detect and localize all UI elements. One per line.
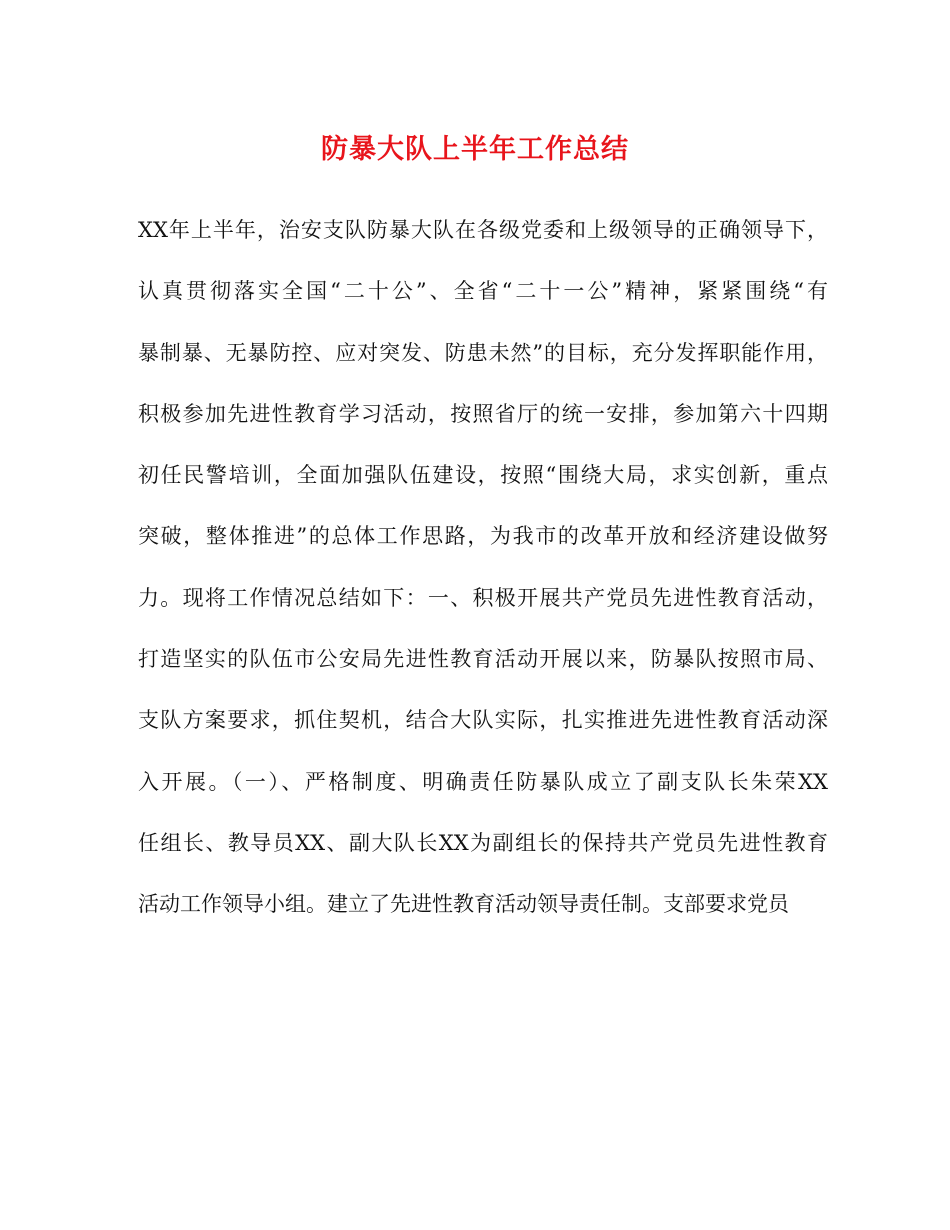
body-line: 打造坚实的队伍市公安局先进性教育活动开展以来，防暴队按照市局、 [138,647,828,672]
body-line: 积极参加先进性教育学习活动，按照省厅的统一安排，参加第六十四期 [138,401,828,426]
body-line: 入开展。（一）、严格制度、明确责任防暴队成立了副支队长朱荣XX [138,769,828,794]
body-line: 暴制暴、无暴防控、应对突发、防患未然”的目标，充分发挥职能作用， [138,340,828,365]
body-line: 活动工作领导小组。建立了先进性教育活动领导责任制。支部要求党员 [138,892,789,917]
body-line: XX年上半年，治安支队防暴大队在各级党委和上级领导的正确领导下， [138,218,828,242]
body-line: 力。现将工作情况总结如下：一、积极开展共产党员先进性教育活动， [138,585,828,610]
body-line: 初任民警培训，全面加强队伍建设，按照“围绕大局，求实创新，重点 [138,463,828,488]
body-line: 支队方案要求，抓住契机，结合大队实际，扎实推进先进性教育活动深 [138,708,828,733]
body-line: 任组长、教导员XX、副大队长XX为副组长的保持共产党员先进性教育 [138,830,828,855]
document-title: 防暴大队上半年工作总结 [321,134,629,165]
body-line: 突破，整体推进”的总体工作思路，为我市的改革开放和经济建设做努 [138,524,828,549]
document-body [138,212,838,948]
body-line: 认真贯彻落实全国“二十公”、全省“二十一公”精神，紧紧围绕“有 [138,279,828,304]
